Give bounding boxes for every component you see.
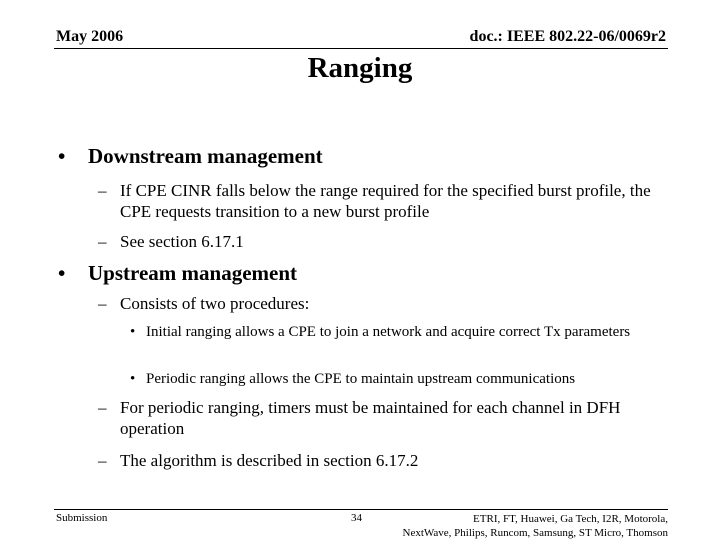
bullet-text: Downstream management: [88, 144, 323, 168]
footer-authors-line1: ETRI, FT, Huawei, Ga Tech, I2R, Motorola,: [473, 513, 668, 525]
sub-bullet-text: For periodic ranging, timers must be maintained for each channel in DFH operation: [120, 398, 621, 438]
subsub-periodic-ranging: [130, 370, 690, 389]
dash-icon: –: [98, 451, 107, 470]
sub-bullet-text: Consists of two procedures:: [120, 294, 310, 313]
footer-authors-line2: NextWave, Philips, Runcom, Samsung, ST Micro, Thomson: [402, 527, 668, 539]
sub-bullet-algorithm: [98, 450, 678, 471]
bullet-icon: •: [58, 261, 66, 285]
header-doc-id: doc.: IEEE 802.22-06/0069r2: [469, 28, 666, 45]
slide-title: Ranging: [307, 52, 413, 84]
dash-icon: –: [98, 181, 107, 200]
bullet-icon: •: [58, 144, 66, 168]
dash-icon: –: [98, 398, 107, 417]
bullet-text: Upstream management: [88, 261, 297, 285]
sub-bullet-text: If CPE CINR falls below the range required for the specified burst profile, the CPE requests transition to a new burst profile: [120, 181, 651, 221]
footer-page-number: 34: [351, 512, 362, 524]
subsub-initial-ranging: [130, 323, 690, 342]
dash-icon: –: [98, 232, 107, 251]
header-divider: [54, 48, 668, 49]
dot-icon: •: [130, 371, 136, 387]
dot-icon: •: [130, 324, 136, 340]
subsub-text: Periodic ranging allows the CPE to maintain upstream communications: [146, 371, 576, 387]
sub-bullet-procedures: [98, 293, 678, 314]
footer-authors: [403, 512, 668, 540]
sub-bullet-cinr: [98, 180, 678, 222]
subsub-text: Initial ranging allows a CPE to join a network and acquire correct Tx parameters: [146, 324, 631, 340]
sub-bullet-timers: [98, 397, 678, 439]
header-date: May 2006: [56, 28, 124, 45]
footer-submission: Submission: [56, 512, 108, 524]
sub-bullet-text: The algorithm is described in section 6.17.2: [120, 451, 419, 470]
sub-bullet-text: See section 6.17.1: [120, 232, 244, 251]
footer-divider: [54, 509, 668, 510]
sub-bullet-section-6-17-1: [98, 231, 678, 252]
dash-icon: –: [98, 294, 107, 313]
